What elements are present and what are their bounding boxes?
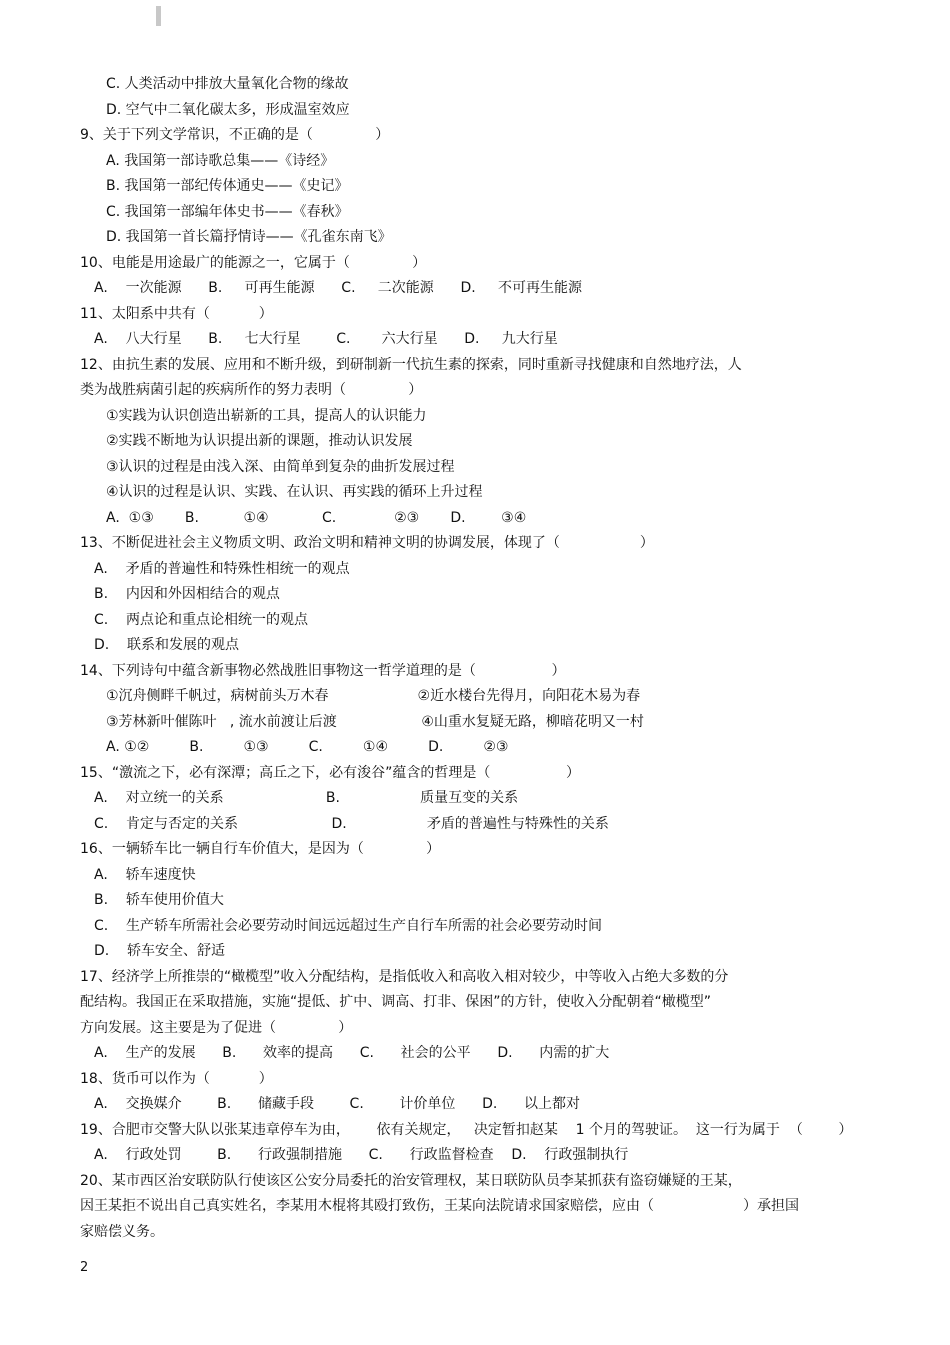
text-line: ②实践不断地为认识提出新的课题，推动认识发展 — [106, 433, 413, 449]
text-line: C. 肯定与否定的关系 D. 矛盾的普遍性与特殊性的关系 — [94, 815, 609, 832]
text-line: 方向发展。这主要是为了促进（ ） — [80, 1019, 353, 1036]
text-line: A. 八大行星 B. 七大行星 C. 六大行星 D. 九大行星 — [94, 331, 558, 347]
text-line: A. 一次能源 B. 可再生能源 C. 二次能源 D. 不可再生能源 — [94, 280, 582, 296]
text-line: 11、太阳系中共有（ ） — [80, 305, 273, 322]
text-line: ③认识的过程是由浅入深、由简单到复杂的曲折发展过程 — [106, 458, 455, 475]
text-line: B. 我国第一部纪传体通史——《史记》 — [106, 178, 349, 194]
text-line: B. 内因和外因相结合的观点 — [94, 586, 280, 602]
text-line: A. 生产的发展 B. 效率的提高 C. 社会的公平 D. 内需的扩大 — [94, 1045, 610, 1061]
text-line: 13、不断促进社会主义物质文明、政治文明和精神文明的协调发展，体现了（ ） — [80, 535, 654, 551]
scan-mark — [156, 6, 161, 26]
text-line: ③芳林新叶催陈叶 , 流水前渡让后渡 ④山重水复疑无路，柳暗花明又一村 — [106, 713, 644, 730]
text-line: 9、关于下列文学常识，不正确的是（ ） — [80, 127, 390, 143]
text-line: 19、合肥市交警大队以张某违章停车为由， 依有关规定， 决定暂扣赵某 1 个月的驾驶证。 这一行为属于 （ ） — [80, 1121, 853, 1138]
text-line: B. 轿车使用价值大 — [94, 892, 224, 908]
text-line: A. 交换媒介 B. 储藏手段 C. 计价单位 D. 以上都对 — [94, 1096, 580, 1112]
text-line: 类为战胜病菌引起的疾病所作的努力表明（ ） — [80, 382, 423, 398]
text-line: 10、电能是用途最广的能源之一，它属于（ ） — [80, 254, 427, 271]
text-line: 17、经济学上所推崇的“橄榄型”收入分配结构，是指低收入和高收入相对较少，中等收入占绝大多数的分 — [80, 968, 729, 985]
text-line: A. 对立统一的关系 B. 质量互变的关系 — [94, 790, 519, 806]
text-line: D. 我国第一首长篇抒情诗——《孔雀东南飞》 — [106, 229, 392, 245]
text-line: ④认识的过程是认识、实践、在认识、再实践的循环上升过程 — [106, 484, 483, 500]
text-line: C. 我国第一部编年体史书——《春秋》 — [106, 203, 349, 220]
text-line: 18、货币可以作为（ ） — [80, 1070, 273, 1087]
text-line: C. 两点论和重点论相统一的观点 — [94, 611, 309, 628]
text-line: 16、一辆轿车比一辆自行车价值大，是因为（ ） — [80, 841, 441, 857]
text-line: A. 行政处罚 B. 行政强制措施 C. 行政监督检查 D. 行政强制执行 — [94, 1147, 629, 1163]
text-line: D. 联系和发展的观点 — [94, 637, 240, 653]
text-line: C. 人类活动中排放大量氧化合物的缘故 — [106, 76, 349, 92]
text-line: A. ①③ B. ①④ C. ②③ D. ③④ — [106, 509, 527, 526]
text-line: D. 空气中二氧化碳太多，形成温室效应 — [106, 101, 350, 118]
text-line: 14、下列诗句中蕴含新事物必然战胜旧事物这一哲学道理的是（ ） — [80, 662, 566, 679]
text-line: 配结构。我国正在采取措施，实施“提低、扩中、调高、打非、保困”的方针，使收入分配朝着“橄榄型” — [80, 994, 712, 1010]
page-number: 2 — [80, 1260, 89, 1275]
text-line: 因王某拒不说出自己真实姓名，李某用木棍将其殴打致伤，王某向法院请求国家赔偿，应由（ ）承担国 — [80, 1198, 800, 1214]
text-line: A. ①② B. ①③ C. ①④ D. ②③ — [106, 739, 509, 755]
text-line: 15、“激流之下，必有深潭；高丘之下，必有浚谷”蕴含的哲理是（ ） — [80, 764, 580, 781]
text-line: 20、某市西区治安联防队行使该区公安分局委托的治安管理权，某日联防队员李某抓获有盗窃嫌疑的王某， — [80, 1172, 742, 1189]
text-line: C. 生产轿车所需社会必要劳动时间远远超过生产自行车所需的社会必要劳动时间 — [94, 917, 603, 934]
text-line: A. 我国第一部诗歌总集——《诗经》 — [106, 152, 335, 169]
text-line: 家赔偿义务。 — [80, 1223, 164, 1240]
text-line: A. 轿车速度快 — [94, 866, 196, 883]
document-body — [80, 72, 880, 1245]
text-line: D. 轿车安全、舒适 — [94, 943, 226, 959]
text-line: 12、由抗生素的发展、应用和不断升级，到研制新一代抗生素的探索，同时重新寻找健康和自然地疗法，人 — [80, 356, 742, 373]
text-line: ①沉舟侧畔千帆过，病树前头万木春 ②近水楼台先得月，向阳花木易为春 — [106, 688, 641, 704]
text-line: ①实践为认识创造出崭新的工具，提高人的认识能力 — [106, 407, 427, 424]
text-line: A. 矛盾的普遍性和特殊性相统一的观点 — [94, 560, 350, 577]
